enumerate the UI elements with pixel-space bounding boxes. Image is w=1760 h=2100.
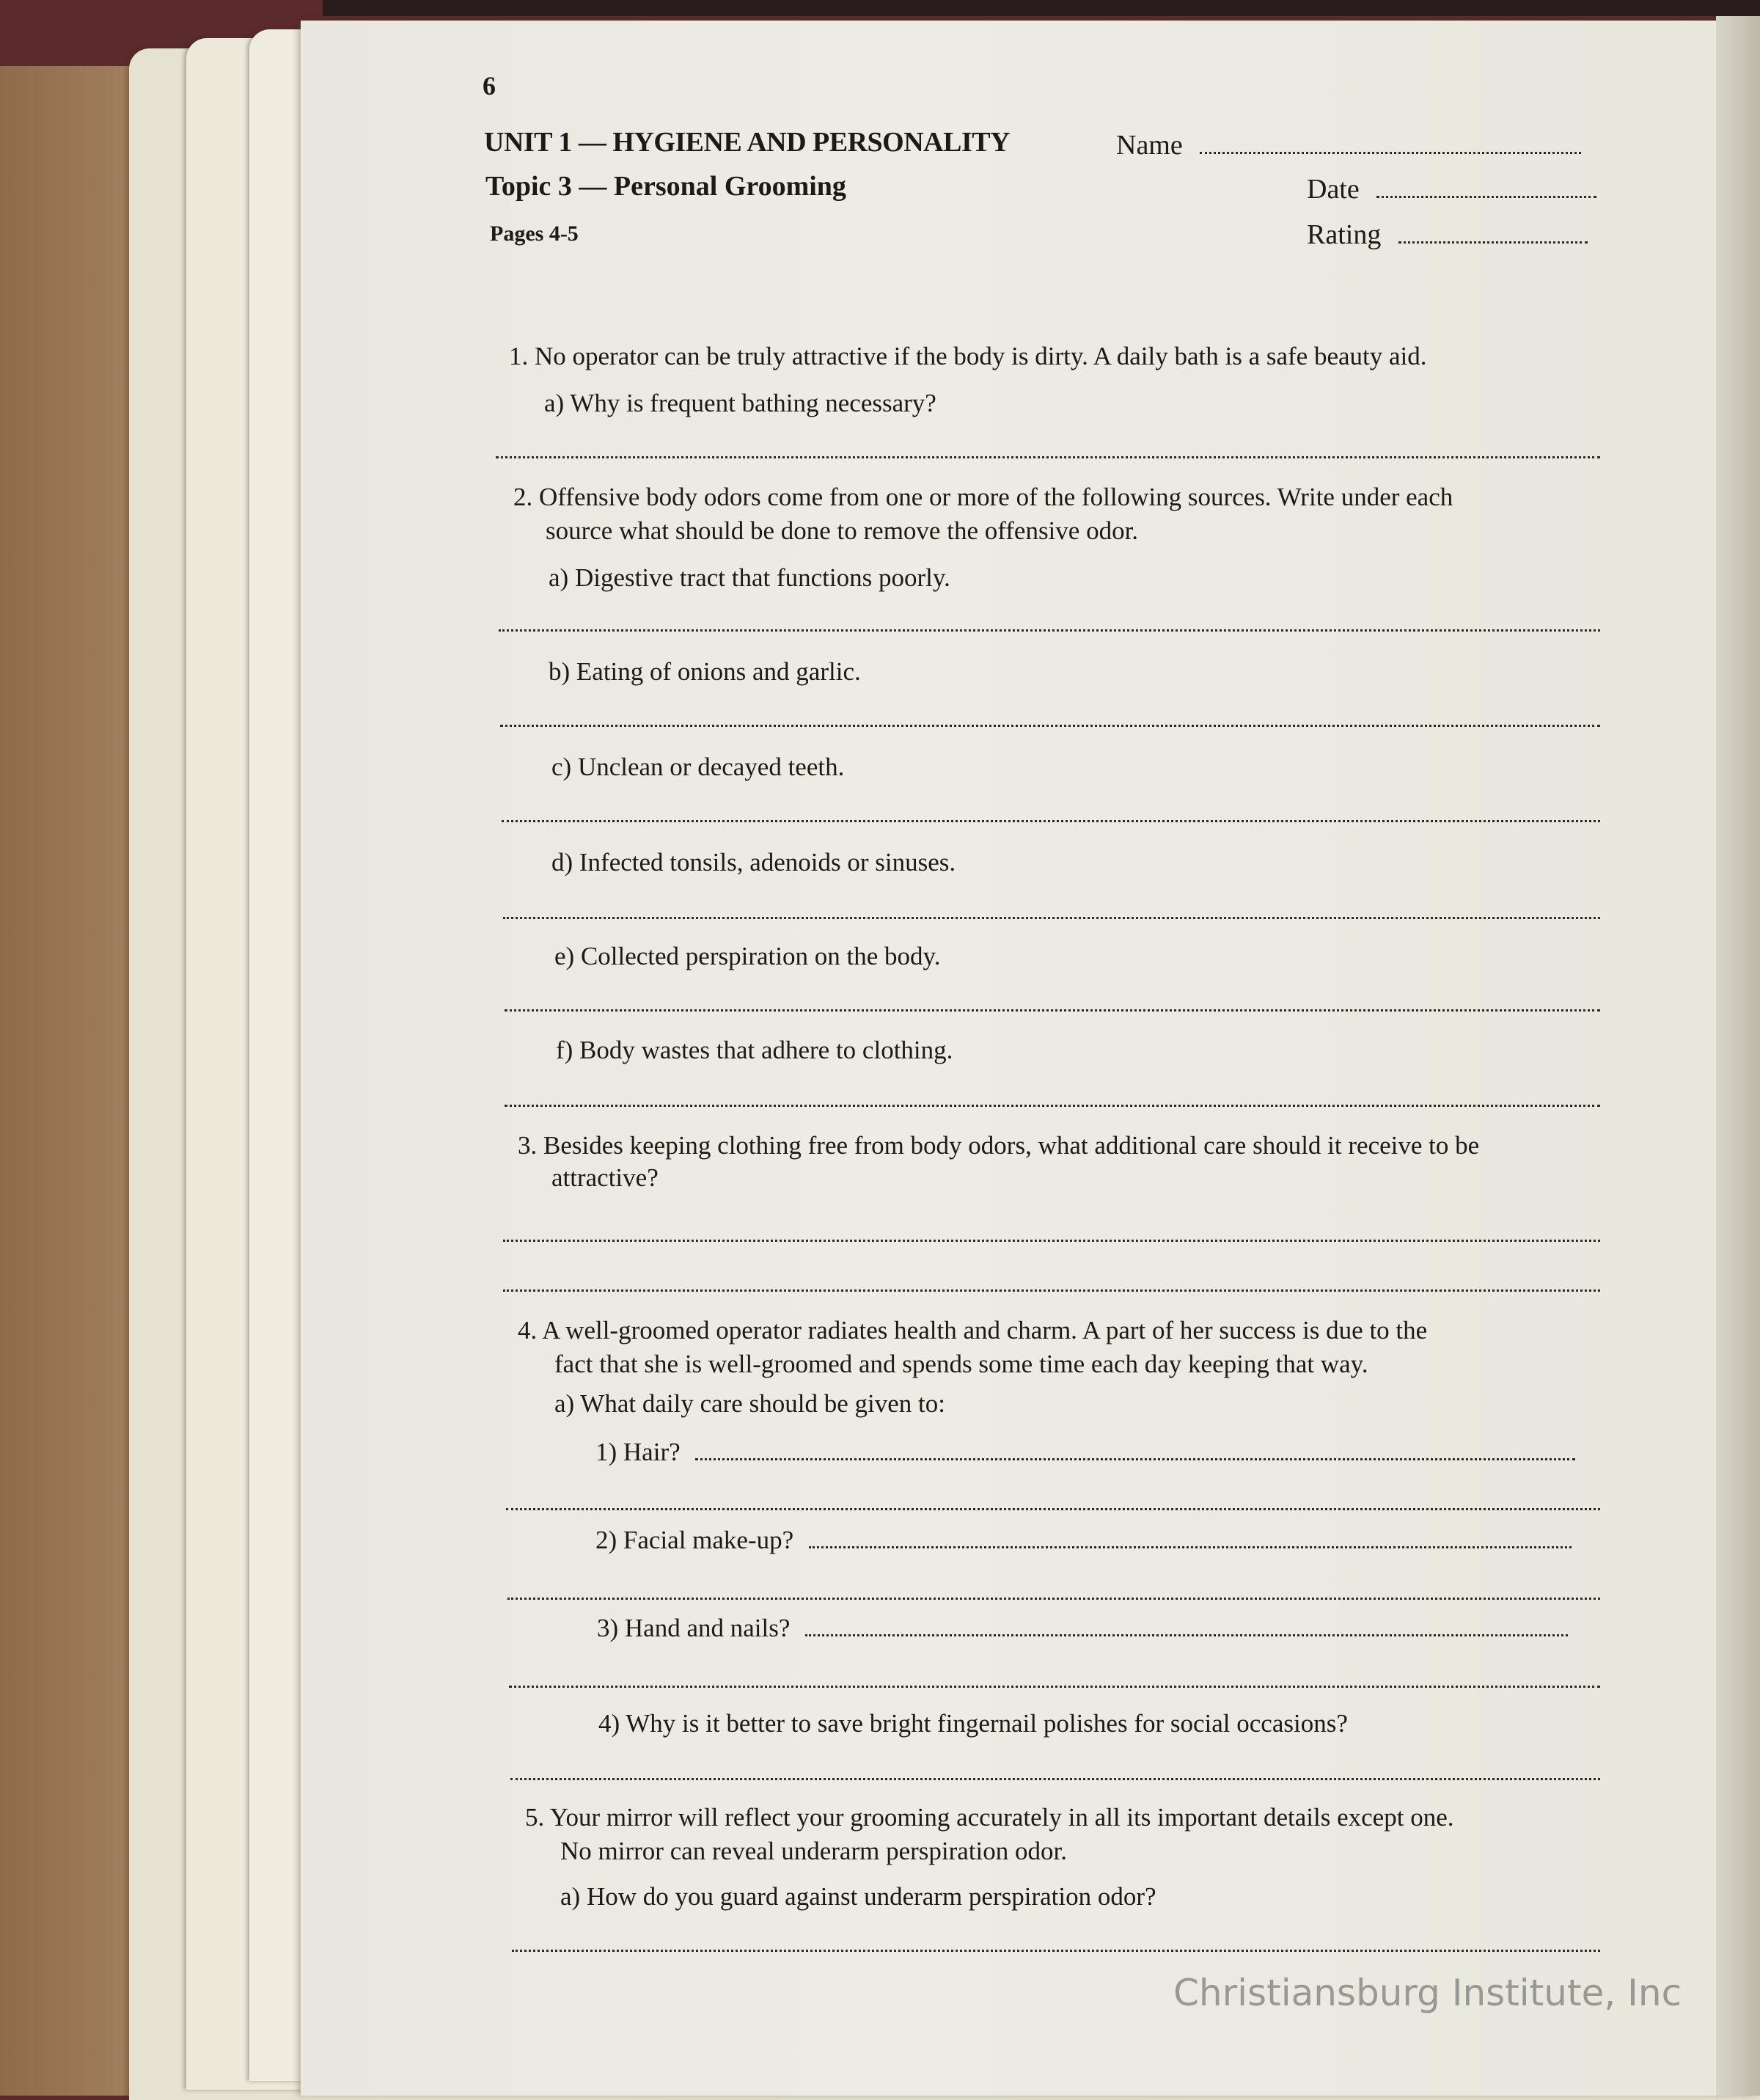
question-4a: a) What daily care should be given to:	[554, 1389, 945, 1418]
date-input-line[interactable]	[1376, 180, 1596, 198]
question-4a-3	[597, 1611, 1568, 1645]
question-3-line2: attractive?	[551, 1163, 659, 1192]
answer-line[interactable]	[496, 456, 1600, 458]
name-label: Name	[1116, 130, 1183, 161]
date-label: Date	[1307, 174, 1360, 205]
answer-line[interactable]	[509, 1686, 1600, 1688]
question-2b: b) Eating of onions and garlic.	[549, 657, 861, 686]
nails-answer-line[interactable]	[805, 1634, 1568, 1636]
answer-line[interactable]	[503, 1240, 1600, 1242]
answer-line[interactable]	[499, 629, 1600, 632]
answer-line[interactable]	[506, 1508, 1600, 1510]
name-field	[1116, 129, 1581, 161]
question-2-line2: source what should be done to remove the offensive odor.	[546, 516, 1139, 545]
name-input-line[interactable]	[1200, 136, 1581, 154]
item-hand-nails: 3) Hand and nails?	[597, 1614, 791, 1642]
unit-title: UNIT 1 — HYGIENE AND PERSONALITY	[484, 127, 1011, 158]
question-2-line1: 2. Offensive body odors come from one or more of the following sources. Write under each	[513, 483, 1453, 511]
page-number: 6	[483, 71, 496, 100]
question-4-line2: fact that she is well-groomed and spends some time each day keeping that way.	[554, 1350, 1368, 1378]
answer-line[interactable]	[500, 725, 1600, 727]
question-2c: c) Unclean or decayed teeth.	[551, 753, 845, 781]
question-1a: a) Why is frequent bathing necessary?	[544, 389, 936, 417]
date-field	[1307, 173, 1596, 205]
question-2e: e) Collected perspiration on the body.	[554, 942, 941, 970]
rating-input-line[interactable]	[1398, 225, 1588, 244]
rating-label: Rating	[1307, 219, 1382, 250]
rating-field	[1307, 219, 1588, 251]
question-4a-4: 4) Why is it better to save bright fingernail polishes for social occasions?	[598, 1709, 1348, 1738]
answer-line[interactable]	[505, 1009, 1600, 1011]
question-2d: d) Infected tonsils, adenoids or sinuses.	[551, 848, 956, 877]
top-shadow	[323, 0, 1760, 16]
question-4a-2	[595, 1523, 1572, 1557]
answer-line[interactable]	[503, 917, 1600, 919]
answer-line[interactable]	[502, 820, 1600, 822]
question-2a: a) Digestive tract that functions poorly.	[549, 563, 950, 592]
question-5-line2: No mirror can reveal underarm perspiration odor.	[560, 1837, 1067, 1865]
watermark: Christiansburg Institute, Inc	[1173, 1972, 1682, 2014]
question-1: 1. No operator can be truly attractive if the body is dirty. A daily bath is a safe beauty aid.	[509, 342, 1427, 370]
question-4-line1: 4. A well-groomed operator radiates health and charm. A part of her success is due to the	[518, 1316, 1428, 1344]
item-facial-makeup: 2) Facial make-up?	[595, 1526, 794, 1554]
answer-line[interactable]	[507, 1598, 1600, 1600]
question-2f: f) Body wastes that adhere to clothing.	[556, 1036, 953, 1064]
question-5-line1: 5. Your mirror will reflect your grooming accurately in all its important details except one.	[525, 1803, 1454, 1832]
hair-answer-line[interactable]	[695, 1458, 1575, 1460]
answer-line[interactable]	[510, 1778, 1600, 1780]
answer-line[interactable]	[503, 1289, 1600, 1292]
answer-line[interactable]	[512, 1950, 1600, 1952]
answer-line[interactable]	[505, 1105, 1600, 1107]
worksheet-page	[301, 21, 1760, 2096]
makeup-answer-line[interactable]	[809, 1546, 1572, 1548]
page-edge	[1716, 0, 1760, 2096]
question-5a: a) How do you guard against underarm perspiration odor?	[560, 1882, 1156, 1911]
question-3-line1: 3. Besides keeping clothing free from body odors, what additional care should it receive to be	[518, 1131, 1480, 1160]
question-4a-1	[595, 1435, 1575, 1469]
item-hair: 1) Hair?	[595, 1438, 681, 1466]
pages-ref: Pages 4-5	[490, 222, 579, 246]
topic-title: Topic 3 — Personal Grooming	[485, 171, 846, 202]
